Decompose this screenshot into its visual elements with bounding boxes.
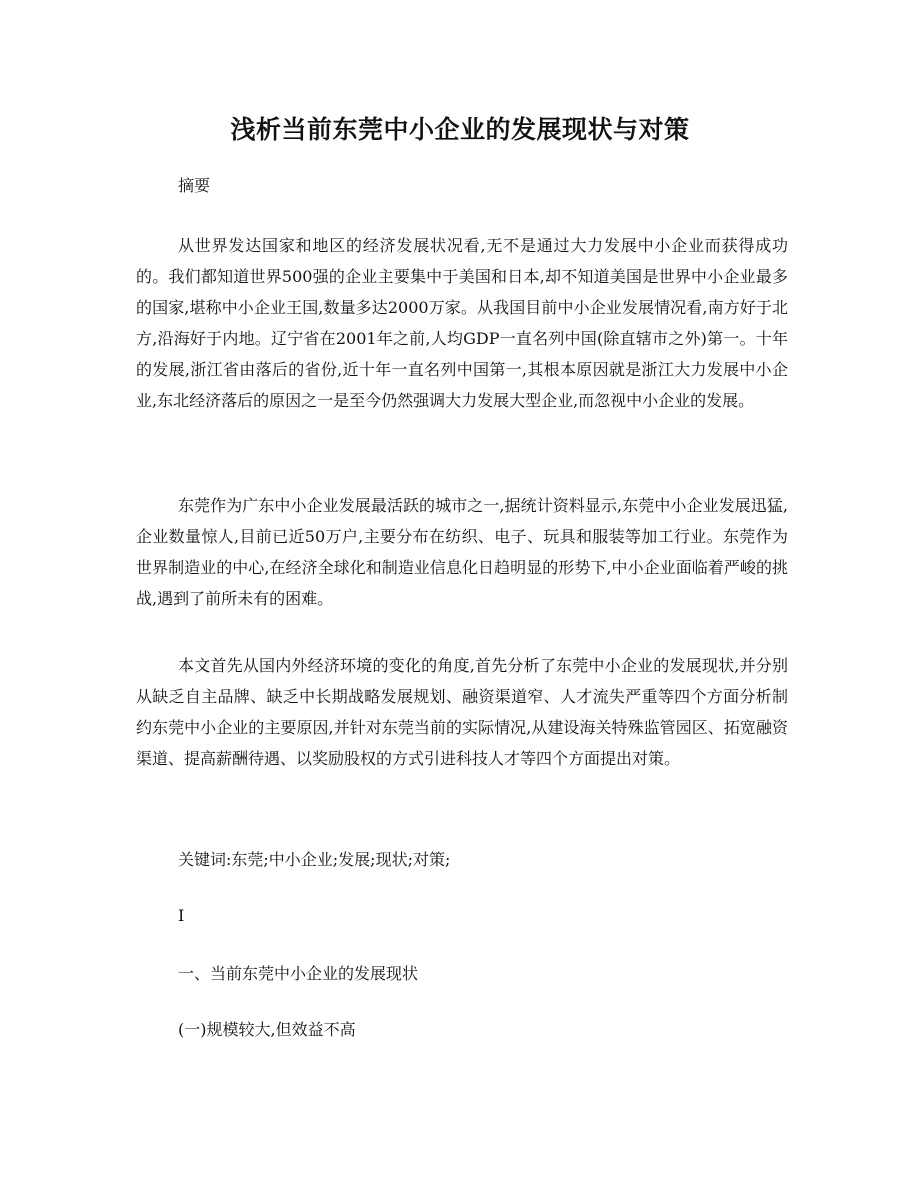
abstract-paragraph-3: 本文首先从国内外经济环境的变化的角度,首先分析了东莞中小企业的发展现状,并分别从缺乏自主品牌、缺乏中长期战略发展规划、融资渠道窄、人才流失严重等四个方面分析制约东莞中小企业的主要原因,并针对东莞当前的实际情况,从建设海关特殊监管园区、拓宽融资渠道、提高薪酬待遇、以奖励股权的方式引进科技人才等四个方面提出对策。: [136, 656, 788, 768]
abstract-label: 摘要: [178, 176, 211, 195]
abstract-paragraph-1: 从世界发达国家和地区的经济发展状况看,无不是通过大力发展中小企业而获得成功的。我们都知道世界500强的企业主要集中于美国和日本,却不知道美国是世界中小企业最多的国家,堪称中小企业王国,数量多达2000万家。从我国目前中小企业发展情况看,南方好于北方,沿海好于内地。辽宁省在2001年之前,人均GDP一直名列中国(除直辖市之外)第一。十年的发展,浙江省由落后的省份,近十年一直名列中国第一,其根本原因就是浙江大力发展中小企业,东北经济落后的原因之一是至今仍然强调大力发展大型企业,而忽视中小企业的发展。: [136, 236, 788, 410]
subsection-heading: (一)规模较大,但效益不高: [178, 1020, 356, 1039]
section-heading: 一、当前东莞中小企业的发展现状: [178, 964, 419, 983]
document-title: 浅析当前东莞中小企业的发展现状与对策: [230, 115, 690, 144]
keywords-line: 关键词:东莞;中小企业;发展;现状;对策;: [178, 850, 451, 869]
abstract-paragraph-2: 东莞作为广东中小企业发展最活跃的城市之一,据统计资料显示,东莞中小企业发展迅猛,企业数量惊人,目前已近50万户,主要分布在纺织、电子、玩具和服装等加工行业。东莞作为世界制造业的中心,在经济全球化和制造业信息化日趋明显的形势下,中小企业面临着严峻的挑战,遇到了前所未有的困难。: [136, 496, 788, 608]
page-roman-numeral: I: [178, 906, 185, 925]
